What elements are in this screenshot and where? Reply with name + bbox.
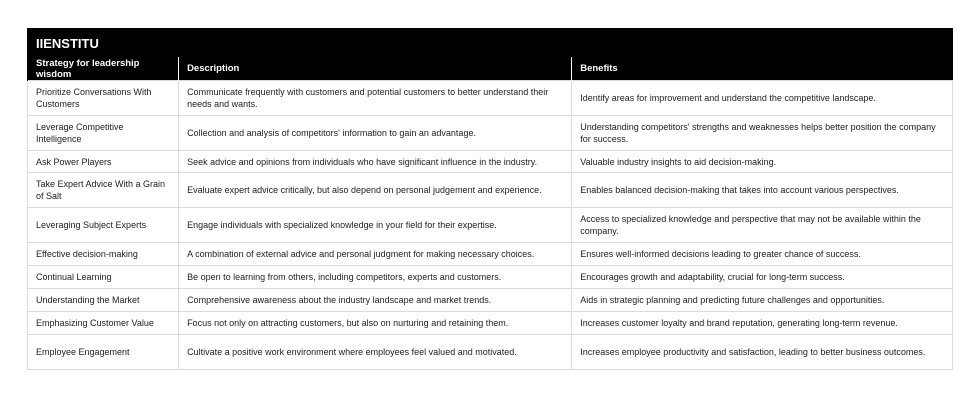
table-row — [28, 208, 953, 243]
cell-benefits: Understanding competitors' strengths and weaknesses helps better position the company for success. — [572, 116, 953, 151]
cell-description: Comprehensive awareness about the industry landscape and market trends. — [179, 289, 572, 312]
table-row — [28, 173, 953, 208]
table-row — [28, 335, 953, 370]
header-description: Description — [179, 57, 572, 81]
cell-benefits: Identify areas for improvement and understand the competitive landscape. — [572, 81, 953, 116]
table-row — [28, 289, 953, 312]
cell-description: Focus not only on attracting customers, but also on nurturing and retaining them. — [179, 312, 572, 335]
table-row — [28, 243, 953, 266]
cell-benefits: Access to specialized knowledge and perspective that may not be available within the company. — [572, 208, 953, 243]
cell-description: Engage individuals with specialized knowledge in your field for their expertise. — [179, 208, 572, 243]
table-container — [27, 28, 953, 370]
cell-description: Cultivate a positive work environment where employees feel valued and motivated. — [179, 335, 572, 370]
cell-benefits: Aids in strategic planning and predicting future challenges and opportunities. — [572, 289, 953, 312]
cell-benefits: Enables balanced decision-making that takes into account various perspectives. — [572, 173, 953, 208]
cell-strategy: Emphasizing Customer Value — [28, 312, 179, 335]
table-row — [28, 151, 953, 173]
header-row — [28, 57, 953, 81]
table-row — [28, 266, 953, 289]
table-row — [28, 312, 953, 335]
cell-benefits: Increases customer loyalty and brand reputation, generating long-term revenue. — [572, 312, 953, 335]
header-benefits: Benefits — [572, 57, 953, 81]
cell-description: Evaluate expert advice critically, but also depend on personal judgement and experience. — [179, 173, 572, 208]
cell-benefits: Encourages growth and adaptability, crucial for long-term success. — [572, 266, 953, 289]
strategy-table — [27, 57, 953, 370]
cell-benefits: Increases employee productivity and satisfaction, leading to better business outcomes. — [572, 335, 953, 370]
cell-benefits: Ensures well-informed decisions leading to greater chance of success. — [572, 243, 953, 266]
cell-description: Collection and analysis of competitors' information to gain an advantage. — [179, 116, 572, 151]
cell-strategy: Continual Learning — [28, 266, 179, 289]
header-strategy: Strategy for leadership wisdom — [28, 57, 179, 81]
cell-strategy: Leverage Competitive Intelligence — [28, 116, 179, 151]
cell-strategy: Prioritize Conversations With Customers — [28, 81, 179, 116]
table-row — [28, 116, 953, 151]
cell-strategy: Effective decision-making — [28, 243, 179, 266]
cell-strategy: Take Expert Advice With a Grain of Salt — [28, 173, 179, 208]
cell-strategy: Leveraging Subject Experts — [28, 208, 179, 243]
cell-description: Communicate frequently with customers and potential customers to better understand their needs and wants. — [179, 81, 572, 116]
cell-description: Seek advice and opinions from individuals who have significant influence in the industry. — [179, 151, 572, 173]
table-row — [28, 81, 953, 116]
cell-strategy: Understanding the Market — [28, 289, 179, 312]
cell-strategy: Employee Engagement — [28, 335, 179, 370]
cell-description: A combination of external advice and personal judgment for making necessary choices. — [179, 243, 572, 266]
table-title: IIENSTITU — [27, 28, 953, 57]
cell-description: Be open to learning from others, including competitors, experts and customers. — [179, 266, 572, 289]
cell-strategy: Ask Power Players — [28, 151, 179, 173]
cell-benefits: Valuable industry insights to aid decision-making. — [572, 151, 953, 173]
